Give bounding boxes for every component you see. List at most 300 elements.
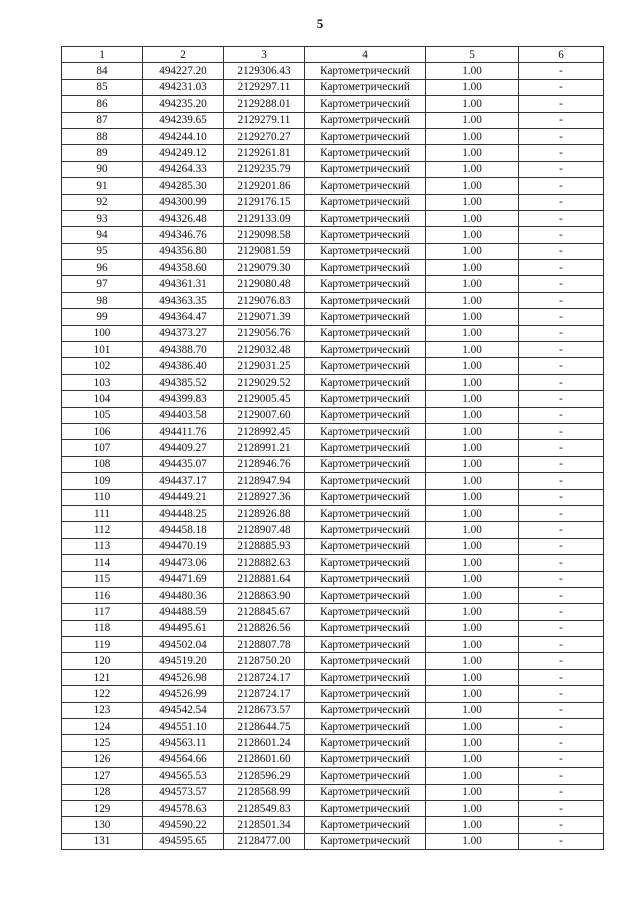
y-coordinate-cell: 2128724.17 [224,669,305,685]
accuracy-cell: 1.00 [426,489,519,505]
y-coordinate-cell: 2129306.43 [224,63,305,79]
description-cell: - [519,817,604,833]
method-cell: Картометрический [305,407,426,423]
method-cell: Картометрический [305,735,426,751]
accuracy-cell: 1.00 [426,407,519,423]
accuracy-cell: 1.00 [426,276,519,292]
method-cell: Картометрический [305,260,426,276]
method-cell: Картометрический [305,637,426,653]
point-number-cell: 126 [62,751,143,767]
x-coordinate-cell: 494551.10 [143,719,224,735]
accuracy-cell: 1.00 [426,620,519,636]
table-row [62,276,604,292]
point-number-cell: 131 [62,833,143,849]
table-row [62,751,604,767]
point-number-cell: 130 [62,817,143,833]
accuracy-cell: 1.00 [426,637,519,653]
method-cell: Картометрический [305,686,426,702]
table-row [62,112,604,128]
y-coordinate-cell: 2129005.45 [224,391,305,407]
accuracy-cell: 1.00 [426,538,519,554]
point-number-cell: 107 [62,440,143,456]
method-cell: Картометрический [305,620,426,636]
method-cell: Картометрический [305,522,426,538]
point-number-cell: 88 [62,128,143,144]
x-coordinate-cell: 494346.76 [143,227,224,243]
x-coordinate-cell: 494326.48 [143,210,224,226]
point-number-cell: 89 [62,145,143,161]
description-cell: - [519,800,604,816]
point-number-cell: 127 [62,768,143,784]
table-row [62,145,604,161]
method-cell: Картометрический [305,702,426,718]
table-row [62,489,604,505]
accuracy-cell: 1.00 [426,768,519,784]
accuracy-cell: 1.00 [426,719,519,735]
accuracy-cell: 1.00 [426,440,519,456]
y-coordinate-cell: 2128885.93 [224,538,305,554]
description-cell: - [519,423,604,439]
coordinates-table [61,46,604,850]
table-row [62,719,604,735]
y-coordinate-cell: 2129031.25 [224,358,305,374]
y-coordinate-cell: 2128724.17 [224,686,305,702]
method-cell: Картометрический [305,555,426,571]
method-cell: Картометрический [305,571,426,587]
description-cell: - [519,653,604,669]
column-header: 5 [426,47,519,63]
description-cell: - [519,63,604,79]
description-cell: - [519,391,604,407]
point-number-cell: 99 [62,309,143,325]
method-cell: Картометрический [305,473,426,489]
y-coordinate-cell: 2129270.27 [224,128,305,144]
method-cell: Картометрический [305,79,426,95]
table-row [62,620,604,636]
method-cell: Картометрический [305,63,426,79]
table-row [62,505,604,521]
description-cell: - [519,161,604,177]
description-cell: - [519,112,604,128]
y-coordinate-cell: 2128568.99 [224,784,305,800]
accuracy-cell: 1.00 [426,587,519,603]
accuracy-cell: 1.00 [426,210,519,226]
accuracy-cell: 1.00 [426,243,519,259]
method-cell: Картометрический [305,604,426,620]
column-header: 6 [519,47,604,63]
x-coordinate-cell: 494356.80 [143,243,224,259]
point-number-cell: 103 [62,374,143,390]
x-coordinate-cell: 494358.60 [143,260,224,276]
method-cell: Картометрический [305,669,426,685]
description-cell: - [519,276,604,292]
accuracy-cell: 1.00 [426,79,519,95]
accuracy-cell: 1.00 [426,325,519,341]
description-cell: - [519,604,604,620]
method-cell: Картометрический [305,210,426,226]
y-coordinate-cell: 2128881.64 [224,571,305,587]
table-row [62,473,604,489]
y-coordinate-cell: 2129279.11 [224,112,305,128]
accuracy-cell: 1.00 [426,669,519,685]
point-number-cell: 92 [62,194,143,210]
y-coordinate-cell: 2128845.67 [224,604,305,620]
method-cell: Картометрический [305,456,426,472]
y-coordinate-cell: 2128601.60 [224,751,305,767]
accuracy-cell: 1.00 [426,178,519,194]
point-number-cell: 95 [62,243,143,259]
accuracy-cell: 1.00 [426,227,519,243]
accuracy-cell: 1.00 [426,128,519,144]
description-cell: - [519,620,604,636]
point-number-cell: 98 [62,292,143,308]
x-coordinate-cell: 494473.06 [143,555,224,571]
y-coordinate-cell: 2128947.94 [224,473,305,489]
table-row [62,833,604,849]
table-header-row [62,47,604,63]
table-row [62,604,604,620]
point-number-cell: 105 [62,407,143,423]
table-row [62,63,604,79]
x-coordinate-cell: 494403.58 [143,407,224,423]
description-cell: - [519,719,604,735]
x-coordinate-cell: 494235.20 [143,96,224,112]
accuracy-cell: 1.00 [426,374,519,390]
table-row [62,342,604,358]
x-coordinate-cell: 494470.19 [143,538,224,554]
x-coordinate-cell: 494480.36 [143,587,224,603]
point-number-cell: 102 [62,358,143,374]
table-row [62,587,604,603]
description-cell: - [519,489,604,505]
accuracy-cell: 1.00 [426,309,519,325]
point-number-cell: 118 [62,620,143,636]
accuracy-cell: 1.00 [426,833,519,849]
y-coordinate-cell: 2128946.76 [224,456,305,472]
point-number-cell: 128 [62,784,143,800]
point-number-cell: 119 [62,637,143,653]
y-coordinate-cell: 2128863.90 [224,587,305,603]
accuracy-cell: 1.00 [426,800,519,816]
method-cell: Картометрический [305,653,426,669]
accuracy-cell: 1.00 [426,686,519,702]
table-row [62,800,604,816]
y-coordinate-cell: 2129133.09 [224,210,305,226]
method-cell: Картометрический [305,178,426,194]
accuracy-cell: 1.00 [426,112,519,128]
x-coordinate-cell: 494578.63 [143,800,224,816]
y-coordinate-cell: 2129261.81 [224,145,305,161]
y-coordinate-cell: 2128601.24 [224,735,305,751]
description-cell: - [519,407,604,423]
y-coordinate-cell: 2129297.11 [224,79,305,95]
table-row [62,210,604,226]
accuracy-cell: 1.00 [426,735,519,751]
description-cell: - [519,555,604,571]
method-cell: Картометрический [305,309,426,325]
x-coordinate-cell: 494565.53 [143,768,224,784]
x-coordinate-cell: 494564.66 [143,751,224,767]
y-coordinate-cell: 2129076.83 [224,292,305,308]
x-coordinate-cell: 494364.47 [143,309,224,325]
x-coordinate-cell: 494411.76 [143,423,224,439]
accuracy-cell: 1.00 [426,604,519,620]
accuracy-cell: 1.00 [426,391,519,407]
method-cell: Картометрический [305,391,426,407]
accuracy-cell: 1.00 [426,555,519,571]
description-cell: - [519,309,604,325]
y-coordinate-cell: 2129080.48 [224,276,305,292]
x-coordinate-cell: 494373.27 [143,325,224,341]
x-coordinate-cell: 494386.40 [143,358,224,374]
table-row [62,423,604,439]
method-cell: Картометрический [305,423,426,439]
description-cell: - [519,194,604,210]
point-number-cell: 93 [62,210,143,226]
point-number-cell: 108 [62,456,143,472]
x-coordinate-cell: 494435.07 [143,456,224,472]
point-number-cell: 111 [62,505,143,521]
y-coordinate-cell: 2128644.75 [224,719,305,735]
table-row [62,669,604,685]
y-coordinate-cell: 2129176.15 [224,194,305,210]
y-coordinate-cell: 2129007.60 [224,407,305,423]
description-cell: - [519,210,604,226]
description-cell: - [519,637,604,653]
x-coordinate-cell: 494502.04 [143,637,224,653]
point-number-cell: 87 [62,112,143,128]
x-coordinate-cell: 494519.20 [143,653,224,669]
table-row [62,768,604,784]
description-cell: - [519,96,604,112]
point-number-cell: 106 [62,423,143,439]
x-coordinate-cell: 494590.22 [143,817,224,833]
point-number-cell: 86 [62,96,143,112]
accuracy-cell: 1.00 [426,784,519,800]
x-coordinate-cell: 494239.65 [143,112,224,128]
description-cell: - [519,243,604,259]
table-row [62,571,604,587]
description-cell: - [519,325,604,341]
table-row [62,374,604,390]
y-coordinate-cell: 2129235.79 [224,161,305,177]
table-row [62,128,604,144]
table-row [62,653,604,669]
accuracy-cell: 1.00 [426,292,519,308]
table-row [62,243,604,259]
method-cell: Картометрический [305,505,426,521]
description-cell: - [519,473,604,489]
x-coordinate-cell: 494526.99 [143,686,224,702]
y-coordinate-cell: 2128549.83 [224,800,305,816]
x-coordinate-cell: 494399.83 [143,391,224,407]
point-number-cell: 84 [62,63,143,79]
x-coordinate-cell: 494458.18 [143,522,224,538]
x-coordinate-cell: 494495.61 [143,620,224,636]
y-coordinate-cell: 2129079.30 [224,260,305,276]
method-cell: Картометрический [305,342,426,358]
method-cell: Картометрический [305,587,426,603]
point-number-cell: 120 [62,653,143,669]
y-coordinate-cell: 2128882.63 [224,555,305,571]
point-number-cell: 112 [62,522,143,538]
column-header: 2 [143,47,224,63]
description-cell: - [519,145,604,161]
method-cell: Картометрический [305,276,426,292]
page-number: 5 [316,16,324,31]
method-cell: Картометрический [305,194,426,210]
x-coordinate-cell: 494249.12 [143,145,224,161]
accuracy-cell: 1.00 [426,522,519,538]
point-number-cell: 115 [62,571,143,587]
table-row [62,702,604,718]
y-coordinate-cell: 2129056.76 [224,325,305,341]
x-coordinate-cell: 494449.21 [143,489,224,505]
y-coordinate-cell: 2129032.48 [224,342,305,358]
description-cell: - [519,260,604,276]
x-coordinate-cell: 494300.99 [143,194,224,210]
y-coordinate-cell: 2129288.01 [224,96,305,112]
x-coordinate-cell: 494264.33 [143,161,224,177]
y-coordinate-cell: 2129201.86 [224,178,305,194]
description-cell: - [519,702,604,718]
table-row [62,96,604,112]
method-cell: Картометрический [305,784,426,800]
accuracy-cell: 1.00 [426,260,519,276]
table-row [62,309,604,325]
table-row [62,194,604,210]
method-cell: Картометрический [305,800,426,816]
method-cell: Картометрический [305,325,426,341]
accuracy-cell: 1.00 [426,505,519,521]
point-number-cell: 109 [62,473,143,489]
table-row [62,538,604,554]
description-cell: - [519,505,604,521]
y-coordinate-cell: 2129029.52 [224,374,305,390]
accuracy-cell: 1.00 [426,358,519,374]
point-number-cell: 97 [62,276,143,292]
point-number-cell: 121 [62,669,143,685]
y-coordinate-cell: 2128991.21 [224,440,305,456]
x-coordinate-cell: 494595.65 [143,833,224,849]
accuracy-cell: 1.00 [426,571,519,587]
table-row [62,358,604,374]
x-coordinate-cell: 494385.52 [143,374,224,390]
description-cell: - [519,374,604,390]
description-cell: - [519,751,604,767]
method-cell: Картометрический [305,751,426,767]
table-row [62,391,604,407]
table-row [62,260,604,276]
x-coordinate-cell: 494244.10 [143,128,224,144]
x-coordinate-cell: 494542.54 [143,702,224,718]
description-cell: - [519,227,604,243]
x-coordinate-cell: 494563.11 [143,735,224,751]
y-coordinate-cell: 2129071.39 [224,309,305,325]
table-row [62,325,604,341]
description-cell: - [519,833,604,849]
method-cell: Картометрический [305,358,426,374]
x-coordinate-cell: 494437.17 [143,473,224,489]
accuracy-cell: 1.00 [426,473,519,489]
table-row [62,686,604,702]
method-cell: Картометрический [305,440,426,456]
table-row [62,735,604,751]
table-row [62,79,604,95]
description-cell: - [519,522,604,538]
table-row [62,456,604,472]
method-cell: Картометрический [305,833,426,849]
point-number-cell: 101 [62,342,143,358]
method-cell: Картометрический [305,161,426,177]
table-row [62,407,604,423]
accuracy-cell: 1.00 [426,96,519,112]
description-cell: - [519,292,604,308]
x-coordinate-cell: 494231.03 [143,79,224,95]
x-coordinate-cell: 494488.59 [143,604,224,620]
description-cell: - [519,735,604,751]
point-number-cell: 96 [62,260,143,276]
description-cell: - [519,571,604,587]
description-cell: - [519,178,604,194]
description-cell: - [519,79,604,95]
description-cell: - [519,784,604,800]
table-row [62,178,604,194]
table-row [62,440,604,456]
accuracy-cell: 1.00 [426,817,519,833]
point-number-cell: 113 [62,538,143,554]
method-cell: Картометрический [305,128,426,144]
column-header: 1 [62,47,143,63]
y-coordinate-cell: 2128673.57 [224,702,305,718]
x-coordinate-cell: 494471.69 [143,571,224,587]
x-coordinate-cell: 494526.98 [143,669,224,685]
x-coordinate-cell: 494573.57 [143,784,224,800]
description-cell: - [519,538,604,554]
point-number-cell: 129 [62,800,143,816]
x-coordinate-cell: 494285.30 [143,178,224,194]
accuracy-cell: 1.00 [426,161,519,177]
method-cell: Картометрический [305,489,426,505]
point-number-cell: 104 [62,391,143,407]
y-coordinate-cell: 2129081.59 [224,243,305,259]
method-cell: Картометрический [305,719,426,735]
method-cell: Картометрический [305,538,426,554]
accuracy-cell: 1.00 [426,194,519,210]
description-cell: - [519,686,604,702]
table-row [62,227,604,243]
column-header: 3 [224,47,305,63]
method-cell: Картометрический [305,96,426,112]
y-coordinate-cell: 2128477.00 [224,833,305,849]
y-coordinate-cell: 2128926.88 [224,505,305,521]
description-cell: - [519,440,604,456]
description-cell: - [519,456,604,472]
description-cell: - [519,128,604,144]
x-coordinate-cell: 494361.31 [143,276,224,292]
accuracy-cell: 1.00 [426,702,519,718]
method-cell: Картометрический [305,227,426,243]
accuracy-cell: 1.00 [426,653,519,669]
description-cell: - [519,669,604,685]
y-coordinate-cell: 2129098.58 [224,227,305,243]
point-number-cell: 94 [62,227,143,243]
y-coordinate-cell: 2128596.29 [224,768,305,784]
method-cell: Картометрический [305,292,426,308]
table-row [62,161,604,177]
point-number-cell: 122 [62,686,143,702]
description-cell: - [519,587,604,603]
